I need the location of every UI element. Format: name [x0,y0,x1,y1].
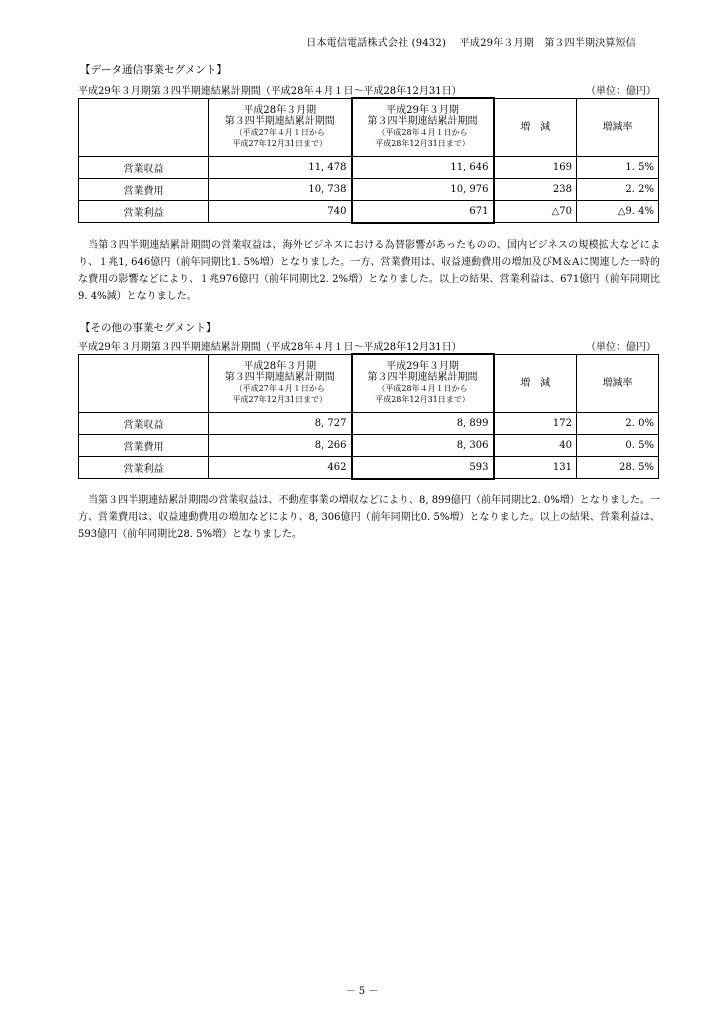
header-rate: 増減率 [577,354,659,412]
cur-period-line2: 第３四半期連結累計期間 [367,116,478,128]
cur-value: 8, 306 [352,434,494,456]
cur-period-line2: 第３四半期連結累計期間 [367,372,478,384]
prev-period-line3: （平成27年４月１日から [234,128,325,137]
data-segment-period: 平成29年３月期第３四半期連結累計期間（平成28年４月１日～平成28年12月31日） [78,86,462,97]
prev-value: 740 [209,200,352,223]
table-row [79,434,659,456]
other-segment-table [78,353,659,480]
prev-period-line4: 平成27年12月31日まで） [232,395,328,404]
prev-period-line3: （平成27年４月１日から [234,384,325,393]
cur-period-line3: （平成28年４月１日から [377,384,468,394]
header-blank [79,354,209,412]
table-row [79,456,659,479]
prev-value: 10, 738 [209,178,352,200]
cur-value: 11, 646 [352,156,494,178]
document-header: 日本電信電話株式会社 (9432) 平成29年３月期 第３四半期決算短信 [306,38,636,49]
table-header-row [79,354,659,412]
prev-period-line2: 第３四半期連結累計期間 [224,372,335,383]
page-number: － 5 － [345,986,379,997]
header-current-period [352,354,494,412]
change-value: 238 [494,178,577,200]
prev-value: 11, 478 [209,156,352,178]
header-change: 増 減 [494,354,577,412]
header-blank [79,98,209,156]
rate-value: 1. 5% [577,156,659,178]
rate-value: 2. 0% [577,412,659,434]
other-segment-paragraph: 当第３四半期連結累計期間の営業収益は、不動産事業の増収などにより、8, 899億円（前年同期比2. 0%増）となりました。一方、営業費用は、収益連動費用の増加などにより、8, 306億円（前年同期比0. 5%増）となりました。以上の結果、営業利益は、593億円（前年同期比28. 5%増）となりました。 [78,495,660,540]
header-prev-period [209,354,352,412]
change-value: △70 [494,200,577,223]
table-header-row [79,98,659,156]
cur-period-line3: （平成28年４月１日から [377,128,468,138]
cur-period-line1: 平成29年３月期 [386,361,459,373]
prev-value: 8, 727 [209,412,352,434]
data-segment-title: 【データ通信事業セグメント】 [80,64,227,76]
row-label: 営業収益 [79,156,209,178]
prev-value: 8, 266 [209,434,352,456]
change-value: 172 [494,412,577,434]
cur-period-line1: 平成29年３月期 [386,105,459,117]
other-segment-period: 平成29年３月期第３四半期連結累計期間（平成28年４月１日～平成28年12月31日） [78,342,462,353]
change-value: 131 [494,456,577,479]
rate-value: 28. 5% [577,456,659,479]
table-row [79,412,659,434]
prev-period-line2: 第３四半期連結累計期間 [224,116,335,127]
cur-value: 10, 976 [352,178,494,200]
row-label: 営業利益 [79,200,209,223]
header-current-period [352,98,494,156]
other-segment-unit: （単位：億円） [586,342,656,353]
rate-value: △9. 4% [577,200,659,223]
data-segment-table [78,97,659,224]
other-segment-title: 【その他の事業セグメント】 [80,322,217,334]
header-change: 増 減 [494,98,577,156]
table-row [79,200,659,223]
change-value: 40 [494,434,577,456]
row-label: 営業収益 [79,412,209,434]
cur-period-line4: 平成28年12月31日まで） [375,395,470,405]
prev-period-line1: 平成28年３月期 [243,105,317,116]
rate-value: 0. 5% [577,434,659,456]
cur-value: 8, 899 [352,412,494,434]
table-row [79,178,659,200]
cur-value: 593 [352,456,494,479]
rate-value: 2. 2% [577,178,659,200]
cur-value: 671 [352,200,494,223]
table-row [79,156,659,178]
change-value: 169 [494,156,577,178]
prev-period-line1: 平成28年３月期 [243,361,317,372]
row-label: 営業利益 [79,456,209,479]
header-rate: 増減率 [577,98,659,156]
data-segment-unit: （単位：億円） [586,86,656,97]
row-label: 営業費用 [79,178,209,200]
row-label: 営業費用 [79,434,209,456]
prev-value: 462 [209,456,352,479]
data-segment-paragraph: 当第３四半期連結累計期間の営業収益は、海外ビジネスにおける為替影響があったものの、国内ビジネスの規模拡大などにより、１兆1, 646億円（前年同期比1. 5%増）となりました。一方、営業費用は、収益連動費用の増加及びM＆Aに関連した一時的な費用の影響などにより、１兆976億円（前年同期比2. 2%増）となりました。以上の結果、営業利益は、671億円（前年同期比9. 4%減）となりました。 [78,240,660,302]
header-prev-period [209,98,352,156]
cur-period-line4: 平成28年12月31日まで） [375,139,470,149]
prev-period-line4: 平成27年12月31日まで） [232,139,328,148]
